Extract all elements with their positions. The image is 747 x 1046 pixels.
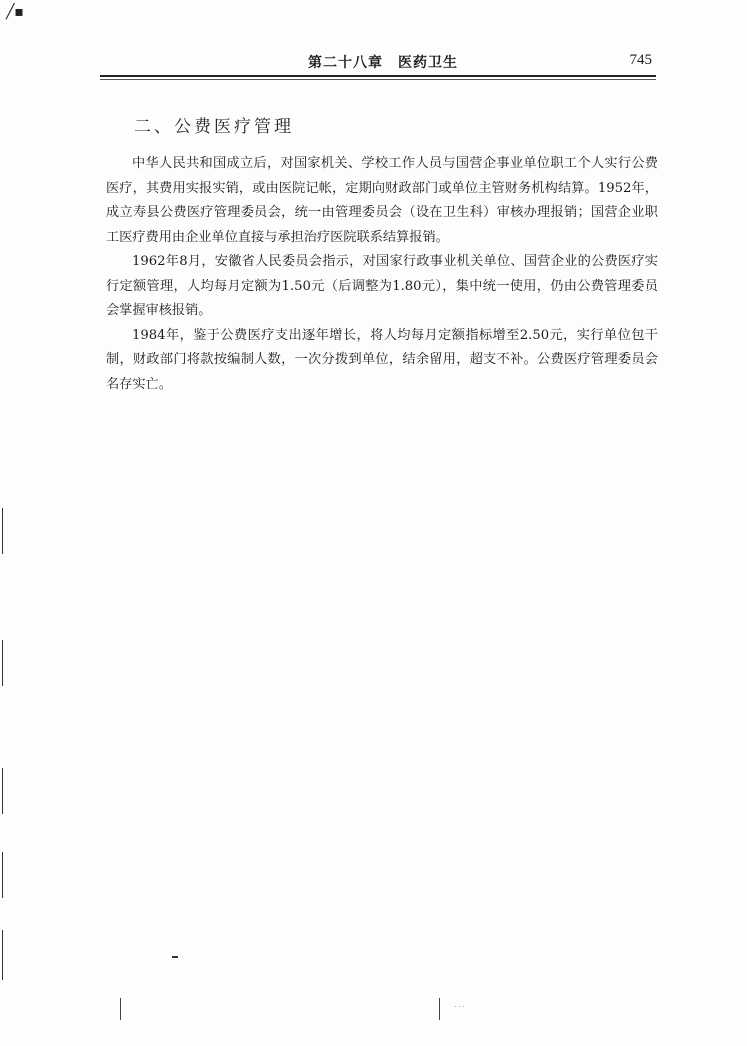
scan-edge-line xyxy=(2,852,3,898)
scan-dash-mark xyxy=(172,956,178,958)
scan-corner-mark: ╱▪ xyxy=(6,4,24,20)
running-header xyxy=(100,52,656,74)
body-text xyxy=(106,152,658,397)
paragraph-3: 1984年，鉴于公费医疗支出逐年增长，将人均每月定额指标增至2.50元，实行单位包干制，财政部门将款按编制人数，一次分拨到单位，结余留用，超支不补。公费医疗管理委员会名存实亡。 xyxy=(106,327,658,392)
section-heading: 二、公费医疗管理 xyxy=(134,117,294,137)
scan-edge-line xyxy=(2,930,3,980)
header-rule-thin xyxy=(100,79,656,80)
page-number: 745 xyxy=(629,52,652,68)
scan-edge-line xyxy=(2,640,3,686)
scan-bottom-mark xyxy=(120,998,121,1020)
scan-edge-line xyxy=(2,768,3,814)
scan-edge-line xyxy=(2,508,3,554)
scan-bottom-mark xyxy=(439,998,440,1020)
header-rule xyxy=(100,75,656,77)
chapter-title: 第二十八章 医药卫生 xyxy=(308,55,458,71)
scan-bottom-stamp: ... xyxy=(454,1000,466,1010)
paragraph-2: 1962年8月，安徽省人民委员会指示，对国家行政事业机关单位、国营企业的公费医疗实行定额管理，人均每月定额为1.50元（后调整为1.80元），集中统一使用，仍由公费管理委员会掌握审核报销。 xyxy=(106,254,658,318)
paragraph-1: 中华人民共和国成立后，对国家机关、学校工作人员与国营企事业单位职工个人实行公费医疗，其费用实报实销，或由医院记帐，定期向财政部门或单位主管财务机构结算。1952年，成立寿县公费医疗管理委员会，统一由管理委员会（设在卫生科）审核办理报销；国营企业职工医疗费用由企业单位直接与承担治疗医院联系结算报销。 xyxy=(106,156,658,245)
